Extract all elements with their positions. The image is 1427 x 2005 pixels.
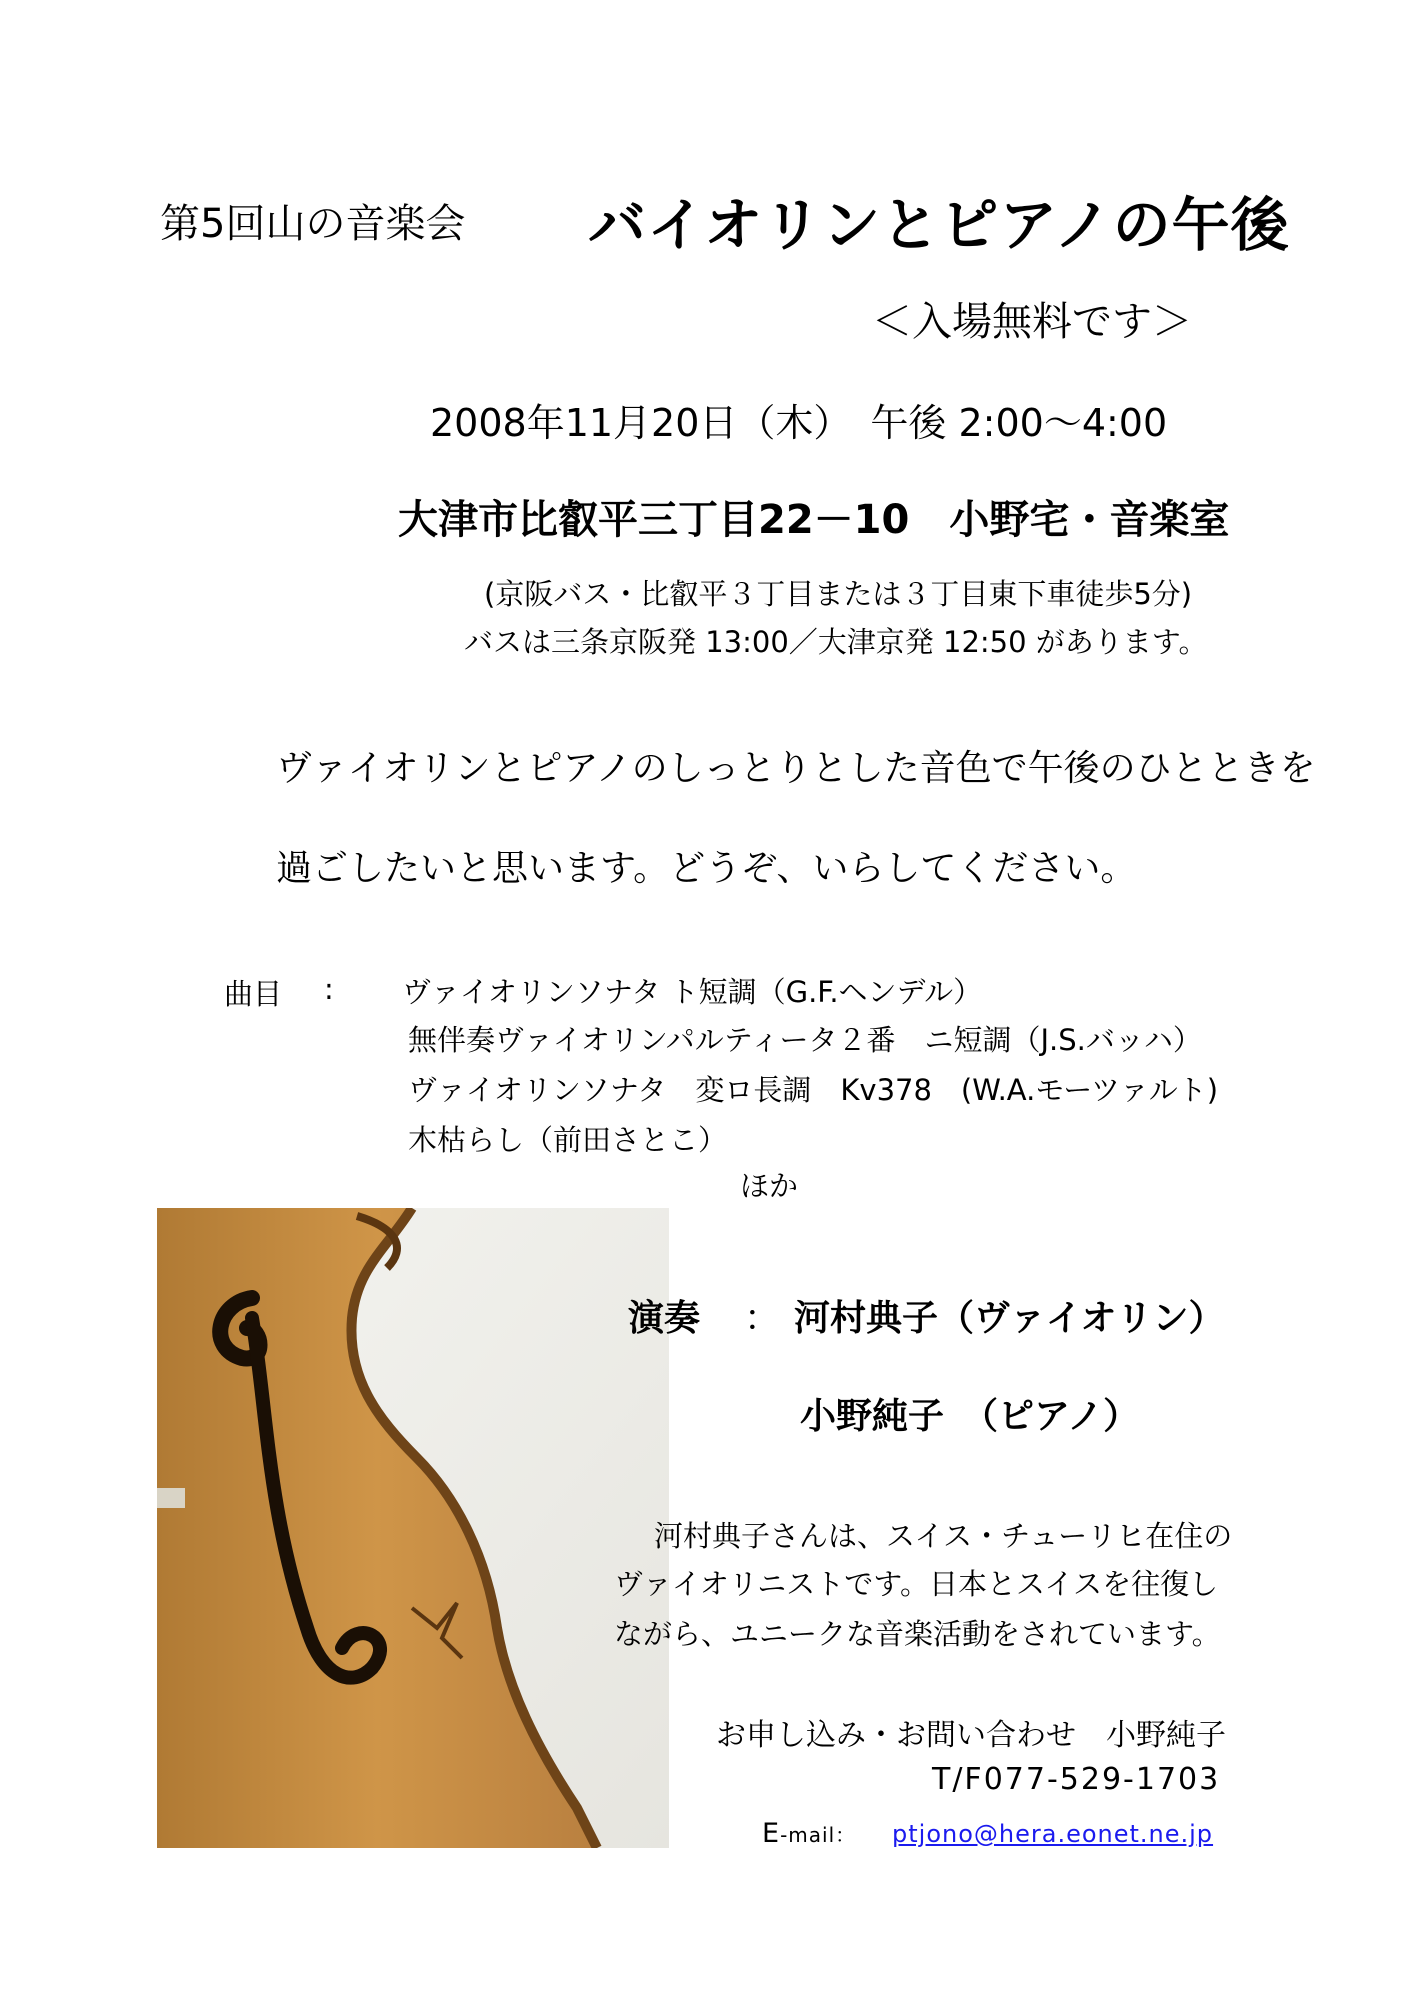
series-title: 第5回山の音楽会 bbox=[160, 201, 466, 247]
bus-times: バスは三条京阪発 13:00／大津京発 12:50 があります。 bbox=[464, 625, 1208, 659]
intro-line-2: 過ごしたいと思います。どうぞ、いらしてください。 bbox=[276, 848, 1137, 889]
program-label: 曲目 bbox=[224, 977, 283, 1011]
intro-line-1: ヴァイオリンとピアノのしっとりとした音色で午後のひとときを bbox=[276, 748, 1316, 789]
performer-violin: 河村典子（ヴァイオリン） bbox=[794, 1298, 1225, 1339]
admission-note: ＜入場無料です＞ bbox=[872, 299, 1192, 345]
program-more: ほか bbox=[740, 1169, 799, 1203]
bio-line-3: ながら、ユニークな音楽活動をされています。 bbox=[614, 1617, 1221, 1651]
program-piece: ヴァイオリンソナタ ト短調（G.F.ヘンデル） bbox=[402, 975, 983, 1009]
bio-line-1: 河村典子さんは、スイス・チューリヒ在住の bbox=[654, 1519, 1233, 1553]
access-directions: (京阪バス・比叡平３丁目または３丁目東下車徒歩5分) bbox=[484, 577, 1193, 611]
contact-line: お申し込み・お問い合わせ 小野純子 bbox=[716, 1718, 1226, 1753]
event-address: 大津市比叡平三丁目22－10 小野宅・音楽室 bbox=[398, 497, 1230, 543]
violin-photo bbox=[157, 1208, 669, 1848]
program-piece: 無伴奏ヴァイオリンパルティータ２番 ニ短調（J.S.バッハ） bbox=[408, 1023, 1202, 1057]
program-piece: ヴァイオリンソナタ 変ロ長調 Kv378 (W.A.モーツァルト) bbox=[408, 1073, 1219, 1107]
program-colon: : bbox=[324, 972, 334, 1006]
email-label bbox=[762, 1818, 856, 1849]
phone-fax: T/F077-529-1703 bbox=[932, 1762, 1221, 1797]
program-piece: 木枯らし（前田さとこ） bbox=[408, 1123, 728, 1157]
performer-piano: 小野純子 （ピアノ） bbox=[800, 1396, 1140, 1437]
performers-colon: ： bbox=[744, 1298, 781, 1339]
performers-label: 演奏 bbox=[628, 1298, 701, 1339]
concert-title: バイオリンとピアノの午後 bbox=[588, 191, 1290, 259]
email-label-rest: -mail： bbox=[780, 1823, 857, 1847]
bio-line-2: ヴァイオリニストです。日本とスイスを往復し bbox=[614, 1567, 1219, 1601]
email-link[interactable]: ptjono@hera.eonet.ne.jp bbox=[892, 1820, 1214, 1848]
event-datetime: 2008年11月20日（木） 午後 2:00〜4:00 bbox=[430, 401, 1168, 445]
email-label-e: E bbox=[762, 1818, 781, 1849]
